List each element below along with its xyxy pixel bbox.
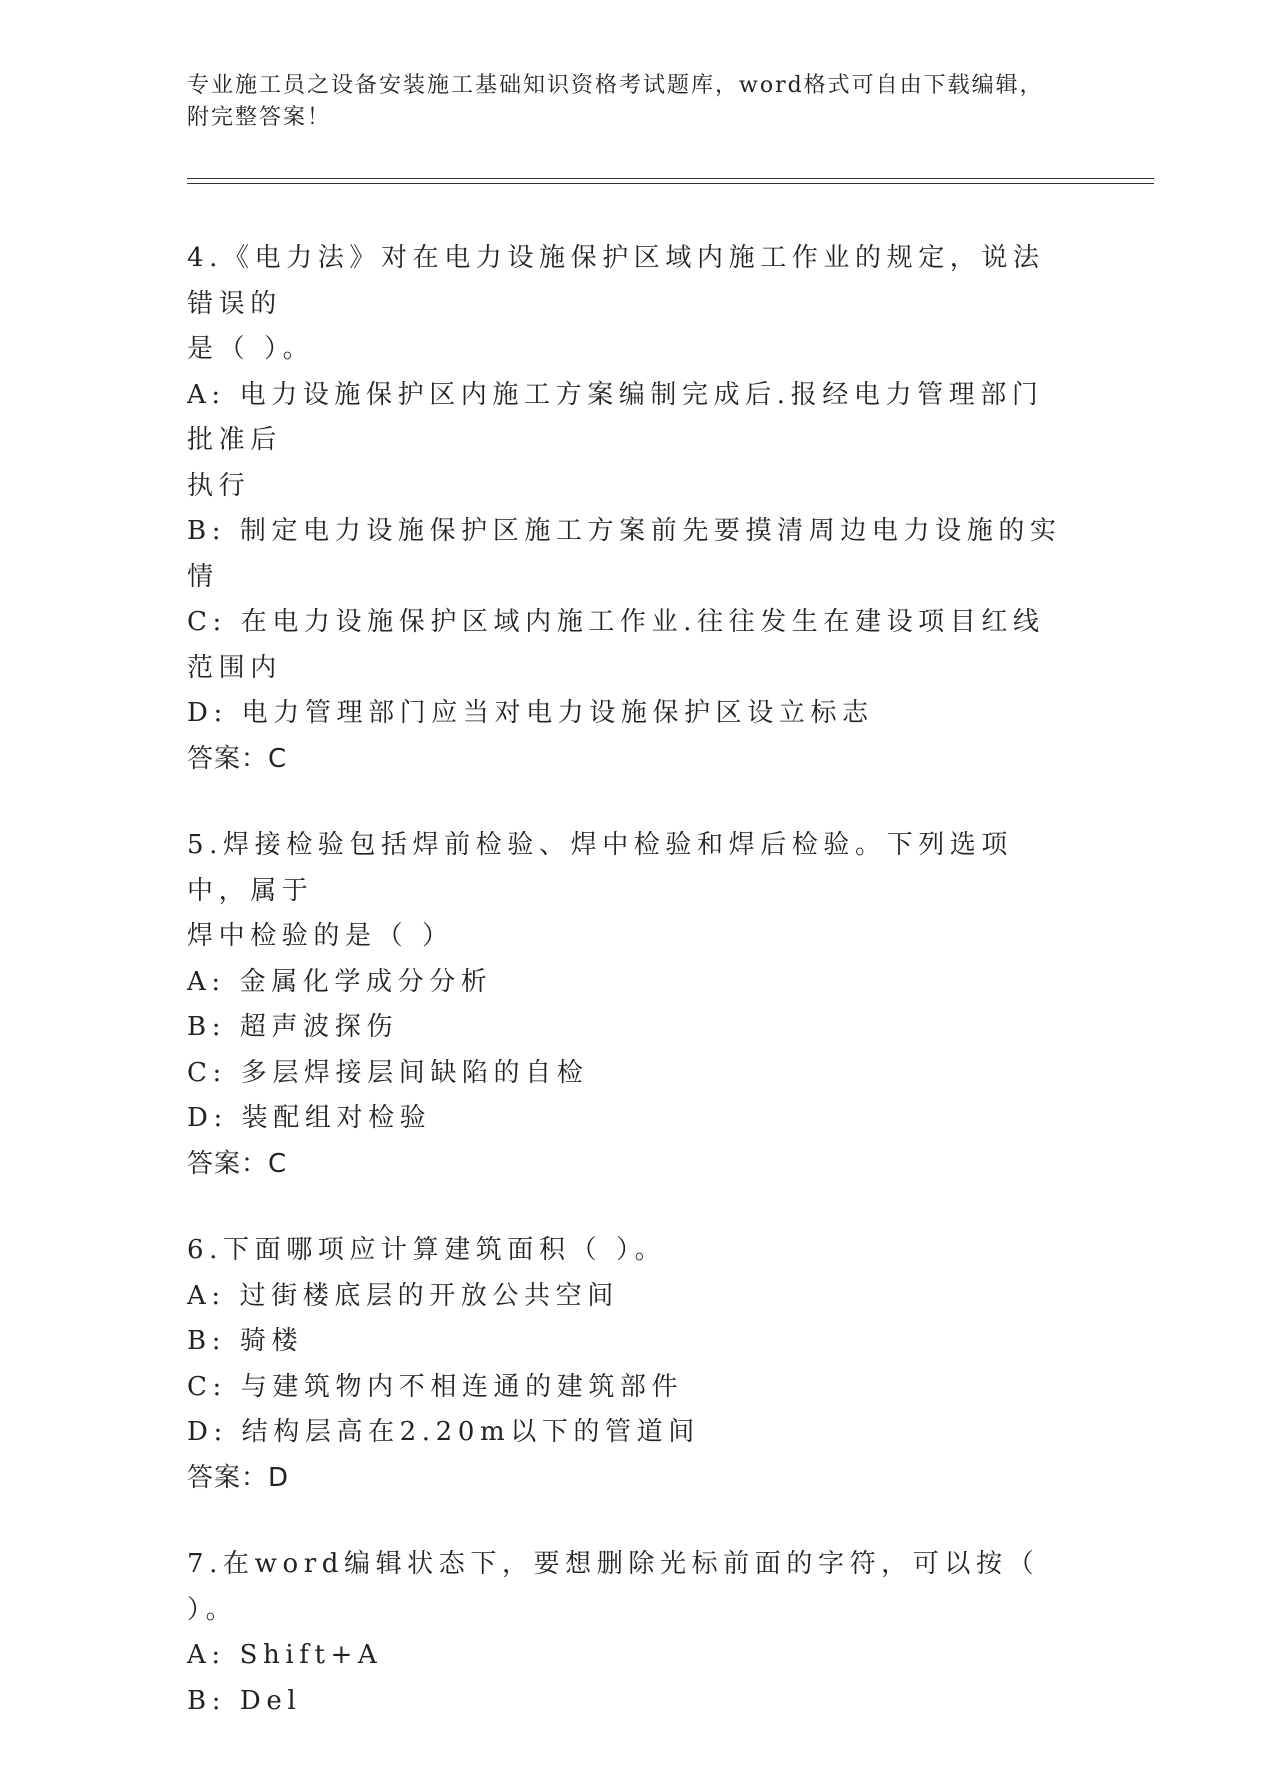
option-b: B: Del (187, 1685, 302, 1716)
question-stem: 7.在word编辑状态下，要想删除光标前面的字符，可以按（ ）。 (187, 1549, 1040, 1625)
option-b: B: 骑楼 (187, 1326, 304, 1356)
header-divider-bottom (187, 183, 1154, 184)
header-line-1: 专业施工员之设备安装施工基础知识资格考试题库，word格式可自由下载编辑， (187, 73, 1044, 98)
answer-line: 答案：D (187, 1462, 290, 1493)
option-a-continued: 执行 (187, 470, 251, 501)
question-6 (187, 1228, 1067, 1501)
header-line-2: 附完整答案！ (187, 105, 332, 130)
option-c: C: 与建筑物内不相连通的建筑部件 (187, 1371, 684, 1402)
answer-line: 答案：C (187, 1148, 288, 1179)
option-d: D: 电力管理部门应当对电力设施保护区设立标志 (187, 698, 874, 728)
option-d: D: 结构层高在2.20m以下的管道间 (187, 1417, 700, 1447)
answer-line: 答案：C (187, 743, 288, 774)
question-7 (187, 1542, 1067, 1724)
option-a: A: Shift+A (187, 1640, 383, 1670)
question-list (187, 236, 1067, 1765)
question-stem-continued: 是（ ）。 (187, 334, 315, 364)
option-a: A: 过街楼底层的开放公共空间 (187, 1280, 619, 1311)
question-stem: 4.《电力法》对在电力设施保护区域内施工作业的规定，说法错误的 (187, 243, 1045, 319)
question-4 (187, 236, 1067, 782)
question-stem: 6.下面哪项应计算建筑面积（ ）。 (187, 1235, 667, 1265)
header-divider-top (187, 178, 1154, 179)
question-stem: 5.焊接检验包括焊前检验、焊中检验和焊后检验。下列选项中，属于 (187, 830, 1014, 906)
option-a: A: 电力设施保护区内施工方案编制完成后.报经电力管理部门批准后 (187, 379, 1044, 455)
question-stem-continued: 焊中检验的是（ ） (187, 921, 454, 951)
document-header (187, 70, 1087, 134)
option-b: B: 超声波探伤 (187, 1012, 398, 1042)
question-5 (187, 823, 1067, 1187)
option-a: A: 金属化学成分分析 (187, 966, 493, 997)
option-b: B: 制定电力设施保护区施工方案前先要摸清周边电力设施的实情 (187, 516, 1062, 592)
option-c: C: 在电力设施保护区域内施工作业.往往发生在建设项目红线范围内 (187, 607, 1045, 683)
option-d: D: 装配组对检验 (187, 1103, 432, 1133)
option-c: C: 多层焊接层间缺陷的自检 (187, 1057, 589, 1088)
